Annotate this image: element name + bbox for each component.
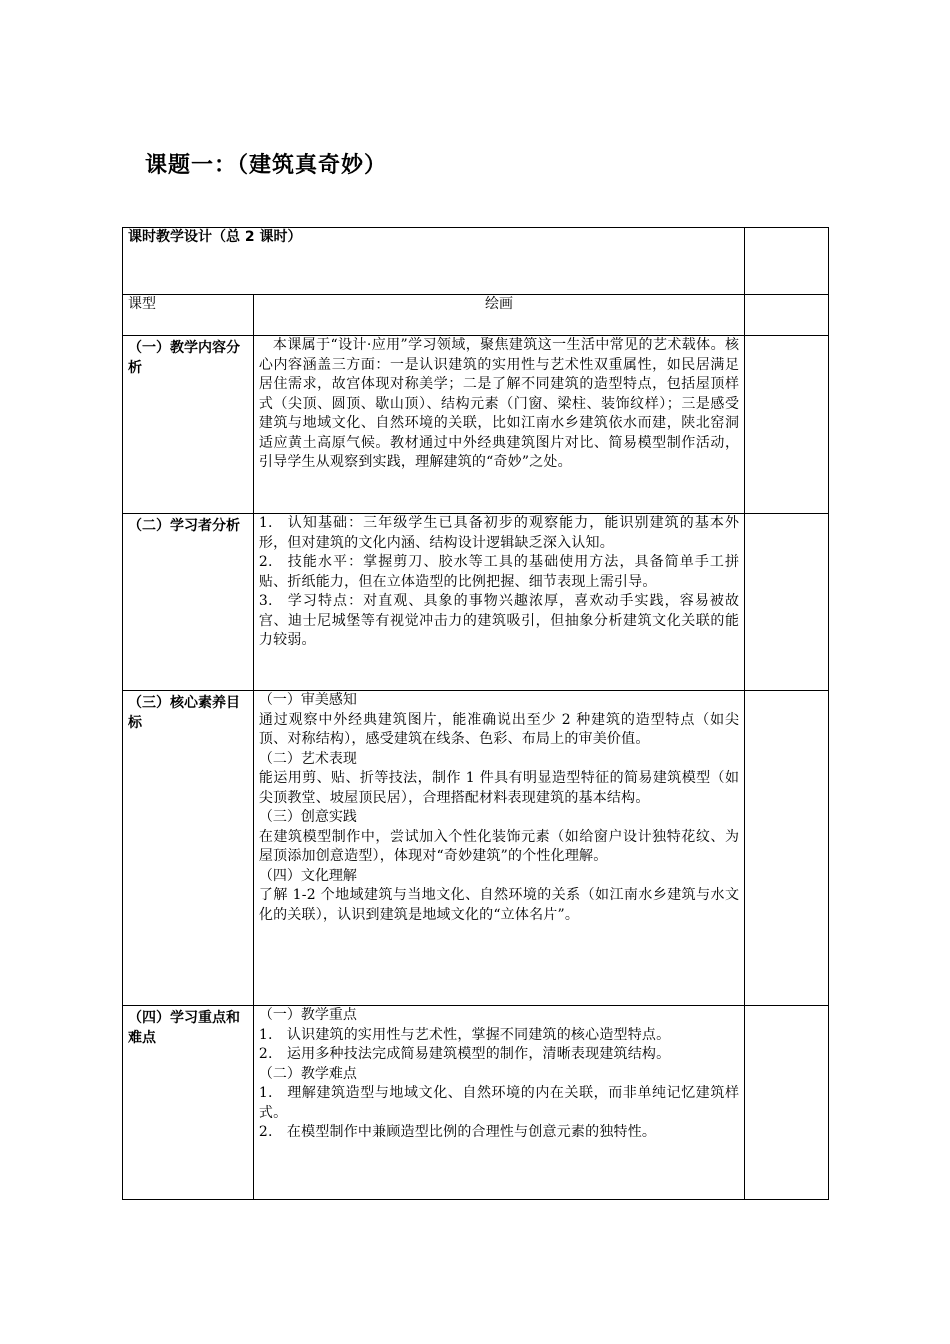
difficulty-item <box>259 1084 739 1123</box>
item-number: 1. <box>258 1085 273 1101</box>
key-points-label-cell <box>123 1006 254 1200</box>
goal-heading: （三）创意实践 <box>258 809 357 825</box>
core-goals-cell <box>253 691 744 1006</box>
blank-cell <box>745 336 829 514</box>
focus-item <box>259 1026 739 1046</box>
blank-cell <box>745 691 829 1006</box>
document-title: 课题一：（建筑真奇妙） <box>145 153 388 178</box>
core-goals-row <box>123 691 829 1006</box>
learner-item <box>259 553 739 592</box>
content-analysis-label-cell <box>123 336 254 514</box>
key-points-label: （四）学习重点和难点 <box>128 1010 240 1046</box>
lesson-plan-table <box>122 227 829 1200</box>
item-number: 1. <box>258 1026 273 1043</box>
learner-analysis-label: （二）学习者分析 <box>128 518 240 534</box>
item-text: 学习特点：对直观、具象的事物兴趣浓厚，喜欢动手实践，容易被故宫、迪士尼城堡等有视觉冲击力的建筑吸引，但抽象分析建筑文化关联的能力较弱。 <box>258 593 740 648</box>
learner-analysis-label-cell <box>123 514 254 691</box>
item-text: 认识建筑的实用性与艺术性，掌握不同建筑的核心造型特点。 <box>286 1026 671 1043</box>
blank-cell <box>745 228 829 295</box>
item-number: 2. <box>258 1046 273 1062</box>
blank-cell <box>745 1006 829 1200</box>
learner-analysis-row <box>123 514 829 691</box>
item-text: 理解建筑造型与地域文化、自然环境的内在关联，而非单纯记忆建筑样式。 <box>258 1085 740 1121</box>
learner-analysis-cell <box>253 514 744 691</box>
goal-heading: （二）艺术表现 <box>258 750 357 767</box>
item-text: 在模型制作中兼顾造型比例的合理性与创意元素的独特性。 <box>286 1124 657 1140</box>
item-text: 认知基础：三年级学生已具备初步的观察能力，能识别建筑的基本外形，但对建筑的文化内涵、结构设计逻辑缺乏深入认知。 <box>258 515 740 551</box>
item-text: 技能水平：掌握剪刀、胶水等工具的基础使用方法，具备简单手工拼贴、折纸能力，但在立体造型的比例把握、细节表现上需引导。 <box>258 554 740 590</box>
goal-text: 通过观察中外经典建筑图片，能准确说出至少 2 种建筑的造型特点（如尖顶、对称结构），感受建筑在线条、色彩、布局上的审美价值。 <box>258 711 740 747</box>
core-goals-label: （三）核心素养目标 <box>128 695 240 731</box>
learner-item <box>259 592 739 651</box>
lesson-design-header: 课时教学设计（总 2 课时） <box>128 229 302 245</box>
difficulty-item <box>259 1123 739 1143</box>
goal-heading: （四）文化理解 <box>258 867 357 884</box>
goal-text: 能运用剪、贴、折等技法，制作 1 件具有明显造型特征的简易建筑模型（如尖顶教堂、坡屋顶民居），合理搭配材料表现建筑的基本结构。 <box>258 770 740 806</box>
item-number: 2. <box>258 554 273 570</box>
core-goals-label-cell <box>123 691 254 1006</box>
blank-cell <box>745 514 829 691</box>
key-points-row <box>123 1006 829 1200</box>
difficulty-heading: （二）教学难点 <box>258 1065 357 1082</box>
content-analysis-cell <box>253 336 744 514</box>
focus-heading: （一）教学重点 <box>258 1007 357 1023</box>
learner-item <box>259 514 739 553</box>
goal-text: 了解 1-2 个地域建筑与当地文化、自然环境的关系（如江南水乡建筑与水文化的关联），认识到建筑是地域文化的“立体名片”。 <box>258 887 740 923</box>
content-analysis-text: 本课属于“设计·应用”学习领域，聚焦建筑这一生活中常见的艺术载体。核心内容涵盖三方面：一是认识建筑的实用性与艺术性双重属性，如民居满足居住需求，故宫体现对称美学；二是了解不同建筑的造型特点，包括屋顶样式（尖顶、圆顶、歇山顶）、结构元素（门窗、梁柱、装饰纹样）；三是感受建筑与地域文化、自然环境的关联，比如江南水乡建筑依水而建，陕北窑洞适应黄土高原气候。教材通过中外经典建筑图片对比、简易模型制作活动，引导学生从观察到实践，理解建筑的“奇妙”之处。 <box>258 337 740 470</box>
content-analysis-row <box>123 336 829 514</box>
item-number: 1. <box>258 515 273 531</box>
blank-cell <box>745 295 829 336</box>
goal-text: 在建筑模型制作中，尝试加入个性化装饰元素（如给窗户设计独特花纹、为屋顶添加创意造型），体现对“奇妙建筑”的个性化理解。 <box>258 828 740 864</box>
header-cell <box>123 228 745 295</box>
item-text: 运用多种技法完成简易建筑模型的制作，清晰表现建筑结构。 <box>286 1046 671 1062</box>
key-points-cell <box>253 1006 744 1200</box>
type-row <box>123 295 829 336</box>
header-row <box>123 228 829 295</box>
type-label: 课型 <box>123 295 254 336</box>
goal-heading: （一）审美感知 <box>258 692 357 708</box>
type-value: 绘画 <box>253 295 744 336</box>
item-number: 3. <box>258 593 273 609</box>
focus-item <box>259 1045 739 1065</box>
item-number: 2. <box>258 1124 273 1140</box>
content-analysis-label: （一）教学内容分析 <box>128 340 240 376</box>
